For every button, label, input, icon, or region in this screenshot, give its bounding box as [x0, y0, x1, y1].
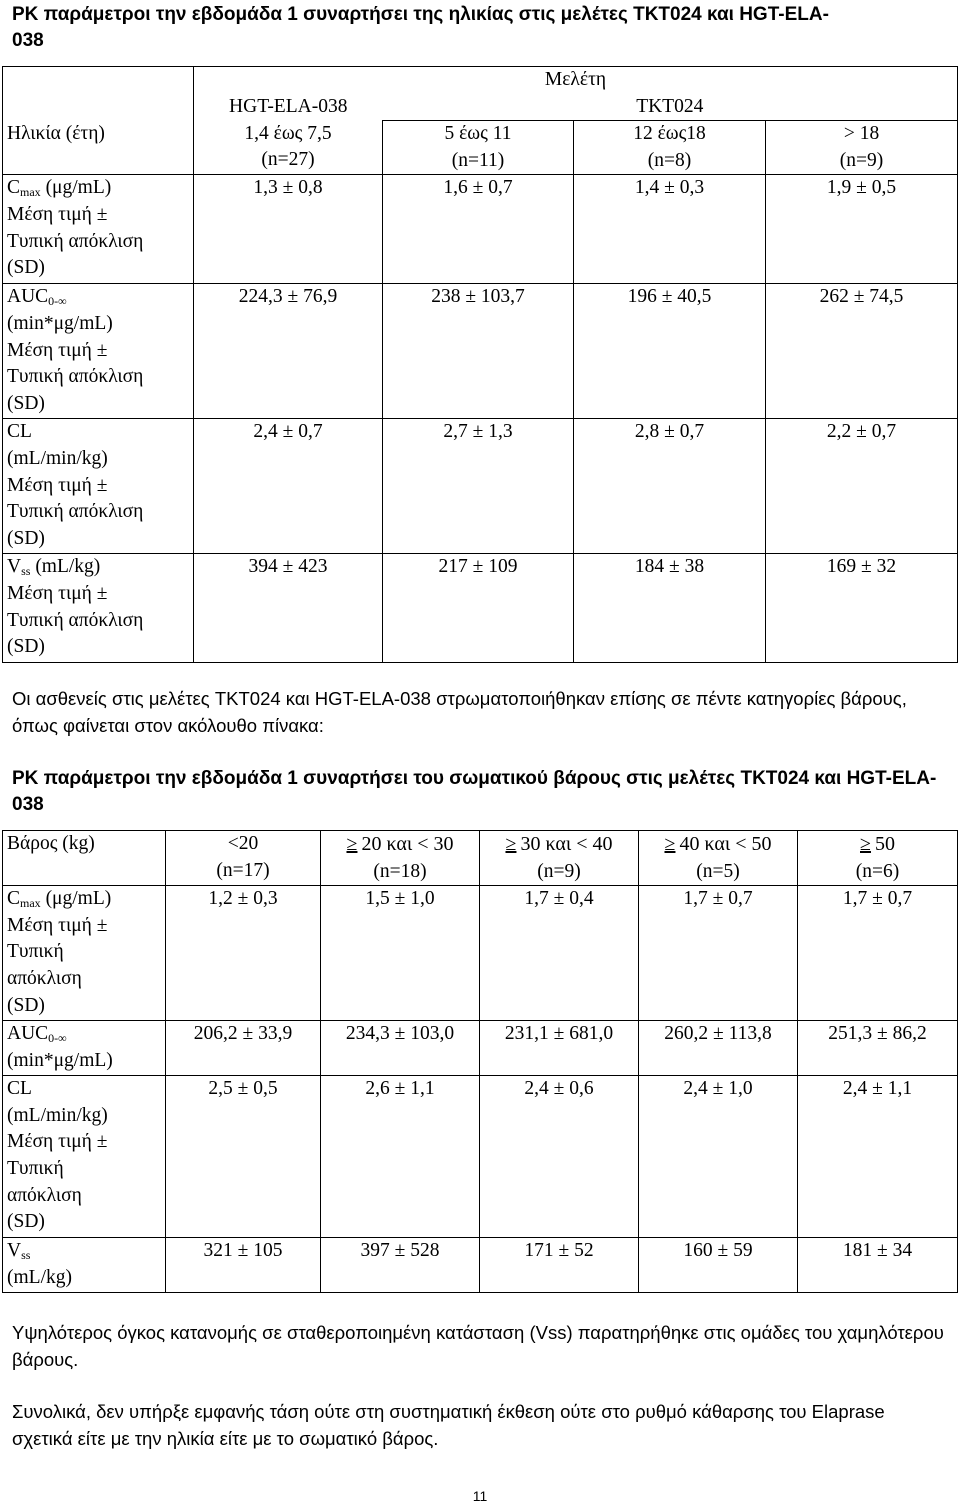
stratification-paragraph: Οι ασθενείς στις μελέτες TKT024 και HGT-ELA-038 στρωματοποιήθηκαν επίσης σε πέντε κατηγορίες βάρους, όπως φαίνεται στον ακόλουθο πίνακα:: [12, 688, 907, 736]
value-cell: 238 ± 103,7: [383, 284, 574, 419]
weight-label: Βάρος (kg): [3, 831, 166, 886]
parameter-label: $V_{ss}$ (mL/kg): [3, 1238, 166, 1293]
value-cell: 2,4 ± 0,7: [194, 419, 383, 554]
parameter-label: $V_{ss}$ (mL/kg) Μέση τιμή ± Τυπική απόκλιση (SD): [3, 554, 194, 663]
value-cell: 224,3 ± 76,9: [194, 284, 383, 419]
page-number: 11: [472, 1488, 488, 1504]
study-header: Μελέτη: [194, 67, 958, 94]
table2-title: PK παράμετροι την εβδομάδα 1 συναρτήσει του σωματικού βάρους στις μελέτες TKT024 και HGT-ELA-038: [12, 768, 937, 815]
value-cell: 1,6 ± 0,7: [383, 175, 574, 284]
value-cell: 181 ± 34: [798, 1238, 958, 1293]
value-cell: 262 ± 74,5: [766, 284, 958, 419]
value-cell: 184 ± 38: [574, 554, 766, 663]
age-table-row: [3, 554, 958, 663]
value-cell: 1,7 ± 0,7: [639, 886, 798, 1021]
table1-title: PK παράμετροι την εβδομάδα 1 συναρτήσει της ηλικίας στις μελέτες TKT024 και HGT-ELA-038: [12, 4, 829, 51]
value-cell: 260,2 ± 113,8: [639, 1021, 798, 1076]
value-cell: 1,9 ± 0,5: [766, 175, 958, 284]
age-group-3: 12 έως18 (n=8): [574, 121, 766, 175]
age-group-4: > 18 (n=9): [766, 121, 958, 175]
value-cell: 234,3 ± 103,0: [321, 1021, 480, 1076]
empty-corner: [3, 67, 194, 94]
value-cell: 2,6 ± 1,1: [321, 1076, 480, 1238]
value-cell: 2,4 ± 1,0: [639, 1076, 798, 1238]
parameter-label: $AUC_{0-\infty}$ (min*μg/mL) Μέση τιμή ± Τυπική απόκλιση (SD): [3, 284, 194, 419]
age-table-row: [3, 419, 958, 554]
value-cell: 217 ± 109: [383, 554, 574, 663]
value-cell: 171 ± 52: [480, 1238, 639, 1293]
conclusion-paragraph: Συνολικά, δεν υπήρξε εμφανής τάση ούτε στη συστηματική έκθεση ούτε στο ρυθμό κάθαρσης του Elaprase σχετικά είτε με την ηλικία είτε με το σωματικό βάρος.: [12, 1401, 885, 1449]
parameter-label: $C_{max}$ (μg/mL) Μέση τιμή ± Τυπική απόκλιση (SD): [3, 175, 194, 284]
weight-table-row: [3, 1021, 958, 1076]
empty-corner: [3, 94, 194, 121]
weight-group-1: <20 (n=17): [166, 831, 321, 886]
parameter-label: $AUC_{0-\infty}$ (min*μg/mL): [3, 1021, 166, 1076]
value-cell: 1,4 ± 0,3: [574, 175, 766, 284]
value-cell: 1,7 ± 0,7: [798, 886, 958, 1021]
weight-table-row: [3, 1076, 958, 1238]
weight-table-row: [3, 886, 958, 1021]
weight-group-4: ≥ 40 και < 50 (n=5): [639, 831, 798, 886]
age-pk-table: [2, 66, 958, 663]
value-cell: 1,2 ± 0,3: [166, 886, 321, 1021]
value-cell: 2,4 ± 0,6: [480, 1076, 639, 1238]
parameter-label: CL (mL/min/kg) Μέση τιμή ± Τυπική απόκλιση (SD): [3, 419, 194, 554]
value-cell: 169 ± 32: [766, 554, 958, 663]
value-cell: 1,7 ± 0,4: [480, 886, 639, 1021]
value-cell: 321 ± 105: [166, 1238, 321, 1293]
value-cell: 2,4 ± 1,1: [798, 1076, 958, 1238]
age-table-row: [3, 175, 958, 284]
value-cell: 196 ± 40,5: [574, 284, 766, 419]
age-label: Ηλικία (έτη): [3, 121, 194, 175]
value-cell: 1,3 ± 0,8: [194, 175, 383, 284]
weight-group-3: ≥ 30 και < 40 (n=9): [480, 831, 639, 886]
value-cell: 397 ± 528: [321, 1238, 480, 1293]
age-table-row: [3, 284, 958, 419]
vss-paragraph: Υψηλότερος όγκος κατανομής σε σταθεροποιημένη κατάσταση (Vss) παρατηρήθηκε στις ομάδες του χαμηλότερου βάρους.: [12, 1322, 944, 1370]
weight-group-5: ≥ 50 (n=6): [798, 831, 958, 886]
value-cell: 394 ± 423: [194, 554, 383, 663]
study-tkt024: TKT024: [383, 94, 958, 121]
age-group-2: 5 έως 11 (n=11): [383, 121, 574, 175]
weight-table-row: [3, 1238, 958, 1293]
value-cell: 1,5 ± 1,0: [321, 886, 480, 1021]
value-cell: 2,2 ± 0,7: [766, 419, 958, 554]
weight-group-2: ≥ 20 και < 30 (n=18): [321, 831, 480, 886]
parameter-label: CL (mL/min/kg) Μέση τιμή ± Τυπική απόκλιση (SD): [3, 1076, 166, 1238]
age-group-1: 1,4 έως 7,5 (n=27): [194, 121, 383, 175]
value-cell: 231,1 ± 681,0: [480, 1021, 639, 1076]
value-cell: 2,7 ± 1,3: [383, 419, 574, 554]
value-cell: 160 ± 59: [639, 1238, 798, 1293]
weight-pk-table: [2, 830, 958, 1293]
value-cell: 251,3 ± 86,2: [798, 1021, 958, 1076]
parameter-label: $C_{max}$ (μg/mL) Μέση τιμή ± Τυπική απόκλιση (SD): [3, 886, 166, 1021]
study-hgt-ela-038: HGT-ELA-038: [194, 94, 383, 121]
value-cell: 206,2 ± 33,9: [166, 1021, 321, 1076]
value-cell: 2,5 ± 0,5: [166, 1076, 321, 1238]
value-cell: 2,8 ± 0,7: [574, 419, 766, 554]
